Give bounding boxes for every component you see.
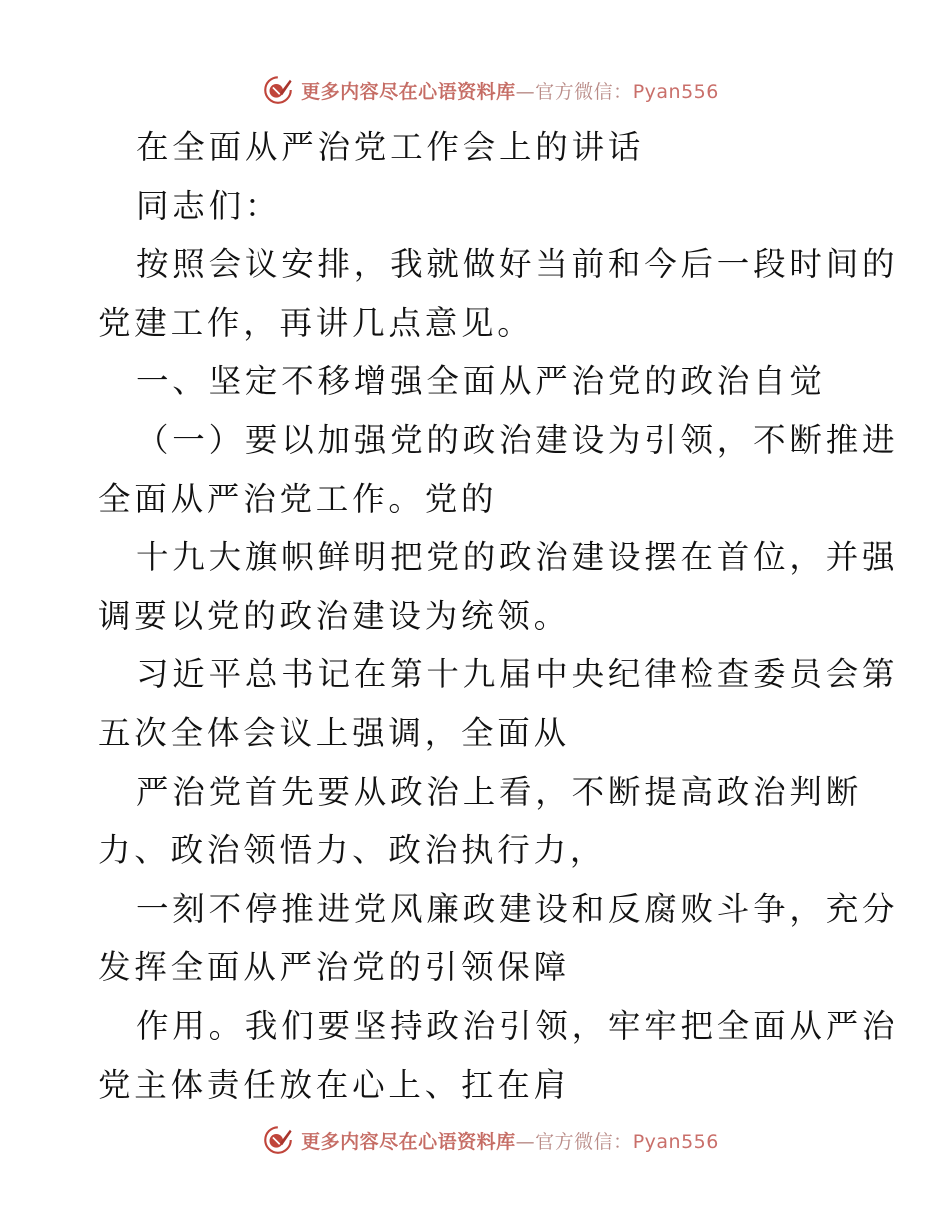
paragraph-line: 党建工作，再讲几点意见。: [98, 303, 534, 342]
footer-watermark-banner: [0, 1120, 950, 1160]
watermark-text: 更多内容尽在心语资料库—官方微信：Pyan556: [301, 1130, 719, 1153]
pen-logo-icon: [261, 1123, 295, 1157]
document-body: [98, 118, 899, 1114]
paragraph-line: 习近平总书记在第十九届中央纪律检查委员会第: [136, 655, 899, 694]
section-heading: 一、坚定不移增强全面从严治党的政治自觉: [136, 362, 826, 401]
paragraph-line: 一刻不停推进党风廉政建设和反腐败斗争，充分: [136, 889, 899, 928]
paragraph-line: 力、政治领悟力、政治执行力，: [98, 831, 607, 870]
paragraph-line: 十九大旗帜鲜明把党的政治建设摆在首位，并强: [136, 538, 899, 577]
pen-logo-icon: [261, 73, 295, 107]
watermark-text: 更多内容尽在心语资料库—官方微信：Pyan556: [301, 80, 719, 103]
salutation: 同志们：: [136, 186, 282, 225]
paragraph-line: 严治党首先要从政治上看，不断提高政治判断: [136, 772, 863, 811]
paragraph-line: 发挥全面从严治党的引领保障: [98, 948, 570, 987]
paragraph-line: 五次全体会议上强调，全面从: [98, 713, 570, 752]
paragraph-line: 调要以党的政治建设为统领。: [98, 596, 570, 635]
document-title: 在全面从严治党工作会上的讲话: [136, 128, 645, 166]
paragraph-line: 按照会议安排，我就做好当前和今后一段时间的: [136, 245, 899, 284]
header-watermark-banner: [0, 70, 950, 110]
paragraph-line: 党主体责任放在心上、扛在肩: [98, 1065, 570, 1104]
paragraph-line: （一）要以加强党的政治建设为引领，不断推进: [136, 420, 899, 459]
paragraph-line: 作用。我们要坚持政治引领，牢牢把全面从严治: [136, 1006, 899, 1045]
paragraph-line: 全面从严治党工作。党的: [98, 479, 498, 518]
watermark-group: [261, 1123, 719, 1157]
watermark-group: [261, 73, 719, 107]
